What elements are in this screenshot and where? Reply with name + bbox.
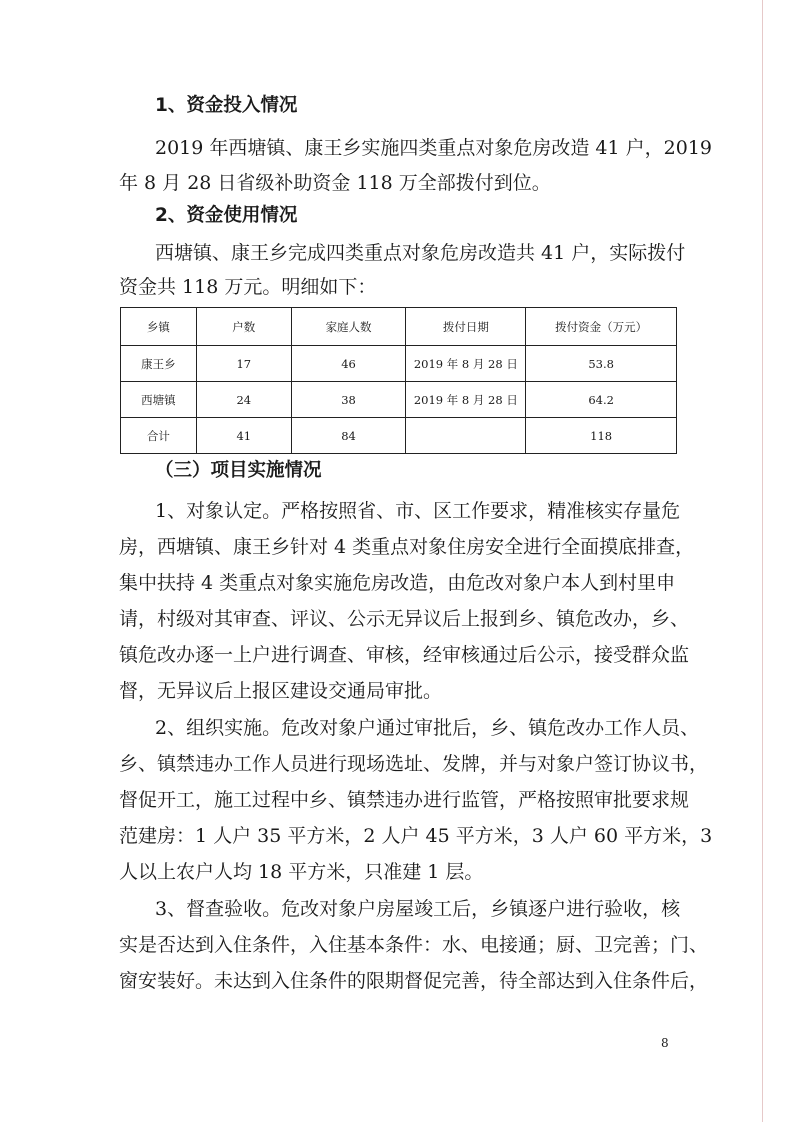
table-header-cell: 拨付日期 — [406, 308, 526, 346]
funding-table — [120, 307, 677, 454]
table-cell: 康王乡 — [121, 346, 197, 382]
paragraph-line: 1、对象认定。严格按照省、市、区工作要求，精准核实存量危 — [155, 500, 681, 522]
table-cell: 17 — [196, 346, 291, 382]
table-header-cell: 拨付资金（万元） — [526, 308, 677, 346]
table-cell: 53.8 — [526, 346, 677, 382]
table-cell: 合计 — [121, 418, 197, 454]
paragraph-line: 3、督查验收。危改对象户房屋竣工后，乡镇逐户进行验收，核 — [155, 898, 681, 920]
table-cell: 118 — [526, 418, 677, 454]
table-header-cell: 家庭人数 — [291, 308, 406, 346]
table-header-cell: 乡镇 — [121, 308, 197, 346]
heading-funding-usage: 2、资金使用情况 — [155, 205, 298, 226]
table-cell: 64.2 — [526, 382, 677, 418]
table-cell: 84 — [291, 418, 406, 454]
paragraph-line: 督促开工，施工过程中乡、镇禁违办进行监管，严格按照审批要求规 — [119, 789, 690, 811]
paragraph-line: 乡、镇禁违办工作人员进行现场选址、发牌，并与对象户签订协议书， — [119, 753, 709, 775]
table-total-row — [121, 418, 677, 454]
table-header-cell: 户数 — [196, 308, 291, 346]
heading-funding-input: 1、资金投入情况 — [155, 95, 298, 116]
table-row — [121, 346, 677, 382]
paragraph-line: 窗安装好。未达到入住条件的限期督促完善，待全部达到入住条件后， — [119, 970, 709, 992]
paragraph-line: 范建房：1 人户 35 平方米，2 人户 45 平方米，3 人户 60 平方米，3 — [119, 825, 713, 847]
table-cell: 24 — [196, 382, 291, 418]
table-header-row — [121, 308, 677, 346]
paragraph-line: 2019 年西塘镇、康王乡实施四类重点对象危房改造 41 户，2019 — [155, 137, 713, 159]
table-cell: 2019 年 8 月 28 日 — [406, 346, 526, 382]
heading-project-implementation: （三）项目实施情况 — [155, 460, 322, 481]
paragraph-line: 西塘镇、康王乡完成四类重点对象危房改造共 41 户，实际拨付 — [155, 242, 686, 264]
table-row — [121, 382, 677, 418]
paragraph-line: 年 8 月 28 日省级补助资金 118 万全部拨付到位。 — [119, 172, 551, 194]
paragraph-line: 集中扶持 4 类重点对象实施危房改造，由危改对象户本人到村里申 — [119, 572, 676, 594]
paragraph-line: 房，西塘镇、康王乡针对 4 类重点对象住房安全进行全面摸底排查， — [119, 536, 695, 558]
table-cell: 46 — [291, 346, 406, 382]
table-cell: 41 — [196, 418, 291, 454]
table-cell: 38 — [291, 382, 406, 418]
paragraph-line: 2、组织实施。危改对象户通过审批后，乡、镇危改办工作人员、 — [155, 717, 700, 739]
page-edge-line — [762, 0, 763, 1122]
paragraph-line: 资金共 118 万元。明细如下： — [119, 276, 377, 298]
paragraph-line: 实是否达到入住条件，入住基本条件：水、电接通；厨、卫完善；门、 — [119, 934, 709, 956]
table-cell: 2019 年 8 月 28 日 — [406, 382, 526, 418]
table-cell — [406, 418, 526, 454]
page-number: 8 — [661, 1036, 669, 1050]
table-cell: 西塘镇 — [121, 382, 197, 418]
paragraph-line: 人以上农户人均 18 平方米，只准建 1 层。 — [119, 861, 484, 883]
paragraph-line: 镇危改办逐一上户进行调查、审核，经审核通过后公示，接受群众监 — [119, 644, 690, 666]
paragraph-line: 请，村级对其审查、评议、公示无异议后上报到乡、镇危改办，乡、 — [119, 608, 690, 630]
paragraph-line: 督，无异议后上报区建设交通局审批。 — [119, 680, 443, 702]
